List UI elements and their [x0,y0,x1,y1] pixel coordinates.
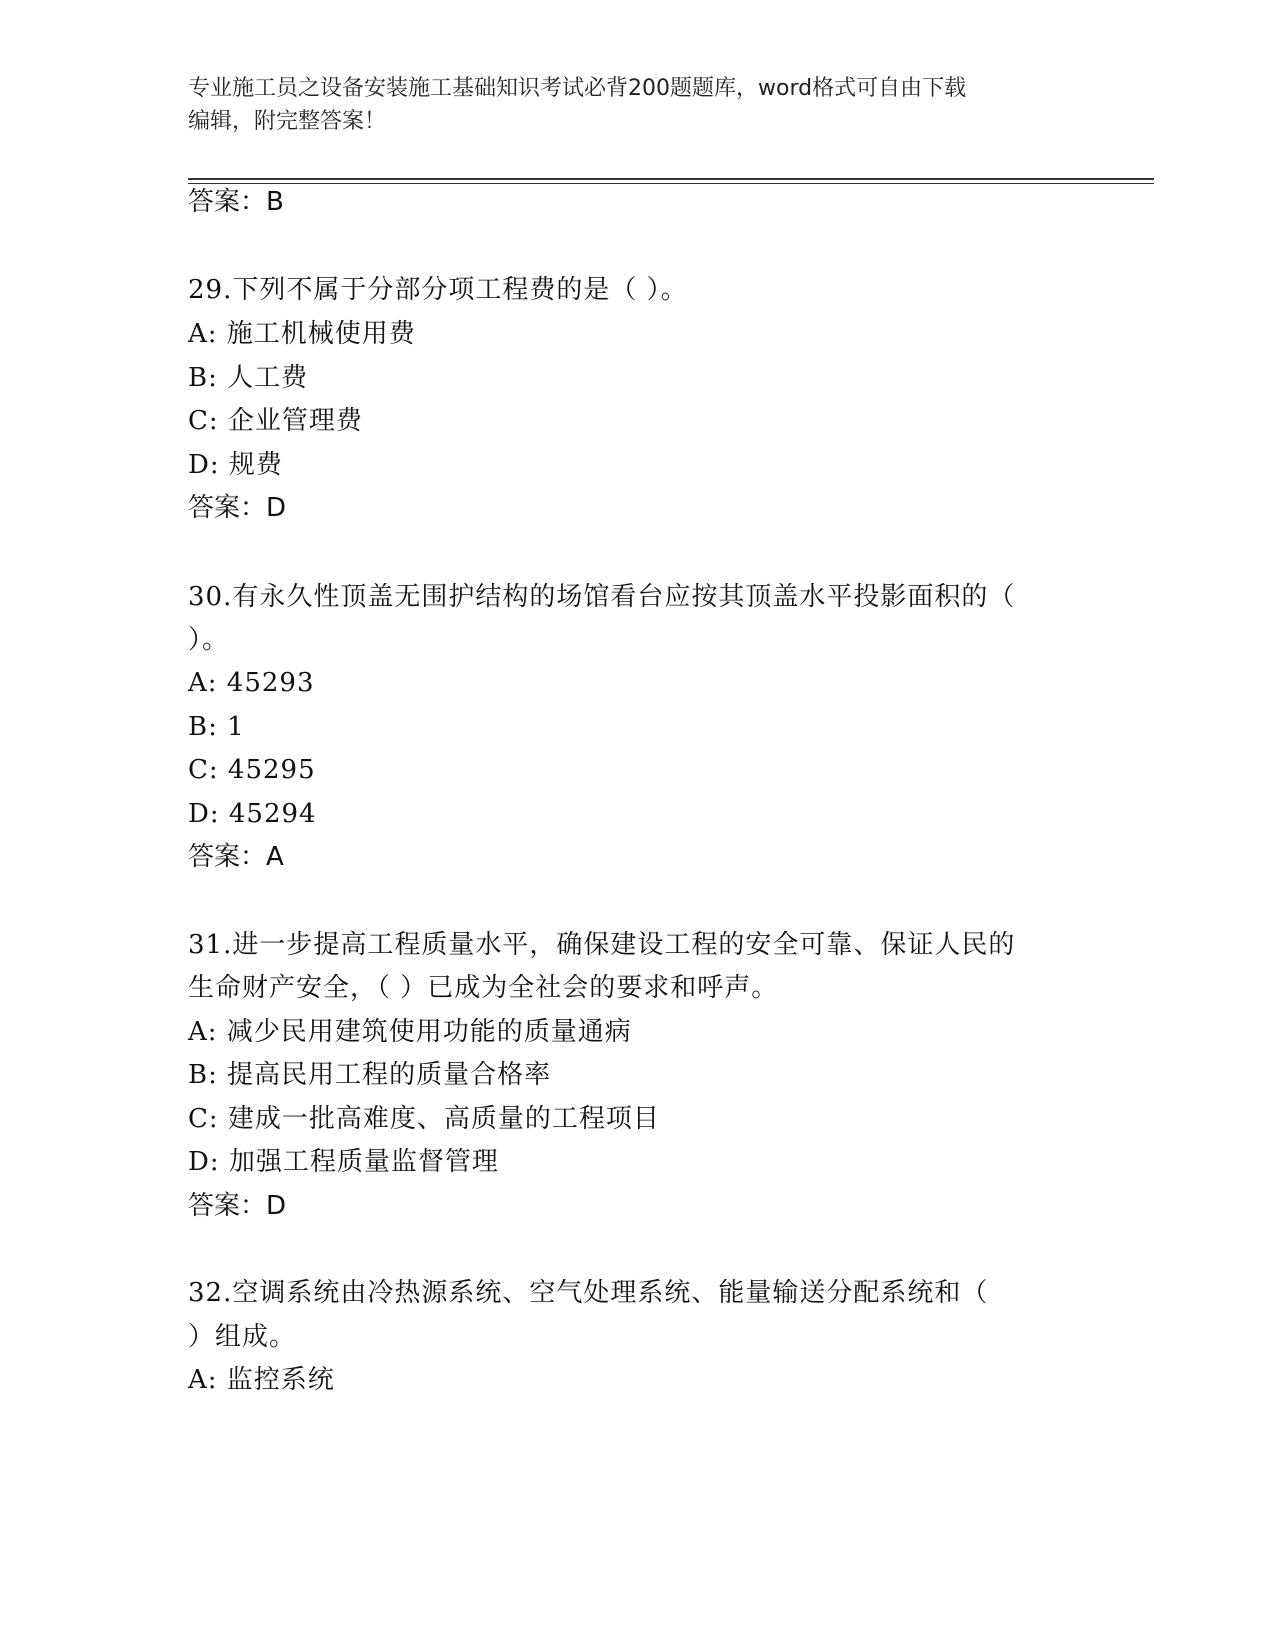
question-29-option-b: B: 人工费 [188,363,309,393]
question-31-option-a: A: 减少民用建筑使用功能的质量通病 [188,1017,632,1047]
answer-q29: 答案：D [188,493,287,523]
header-title-line-2: 编辑，附完整答案！ [188,109,387,134]
question-32-option-a: A: 监控系统 [188,1365,335,1395]
question-32-stem-line-2: ）组成。 [188,1322,297,1352]
header-title-line-1: 专业施工员之设备安装施工基础知识考试必背200题题库，word格式可自由下载 [188,76,967,101]
question-30-option-c: C: 45295 [188,755,316,785]
question-32-stem-line-1: 32.空调系统由冷热源系统、空气处理系统、能量输送分配系统和（ [188,1278,989,1308]
question-30-stem-line-1: 30.有永久性顶盖无围护结构的场馆看台应按其顶盖水平投影面积的（ [188,582,1016,612]
question-29-stem: 29.下列不属于分部分项工程费的是（ ）。 [188,275,688,305]
header-divider-thick [188,178,1154,180]
question-31-option-d: D: 加强工程质量监督管理 [188,1147,499,1177]
question-31-stem-line-2: 生命财产安全，（ ）已成为全社会的要求和呼声。 [188,973,779,1003]
question-31-option-b: B: 提高民用工程的质量合格率 [188,1060,552,1090]
question-30-option-a: A: 45293 [188,668,315,698]
question-29-option-a: A: 施工机械使用费 [188,319,416,349]
answer-q30: 答案：A [188,842,284,872]
question-30-option-b: B: 1 [188,712,245,742]
header-divider-thin [188,183,1154,184]
answer-q28: 答案：B [188,187,284,217]
question-30-option-d: D: 45294 [188,799,317,829]
question-31-stem-line-1: 31.进一步提高工程质量水平，确保建设工程的安全可靠、保证人民的 [188,930,1016,960]
question-29-option-c: C: 企业管理费 [188,406,363,436]
question-29-option-d: D: 规费 [188,450,283,480]
document-header [188,72,1068,138]
answer-q31: 答案：D [188,1191,287,1221]
question-31-option-c: C: 建成一批高难度、高质量的工程项目 [188,1104,660,1134]
question-30-stem-line-2: ）。 [188,625,230,655]
